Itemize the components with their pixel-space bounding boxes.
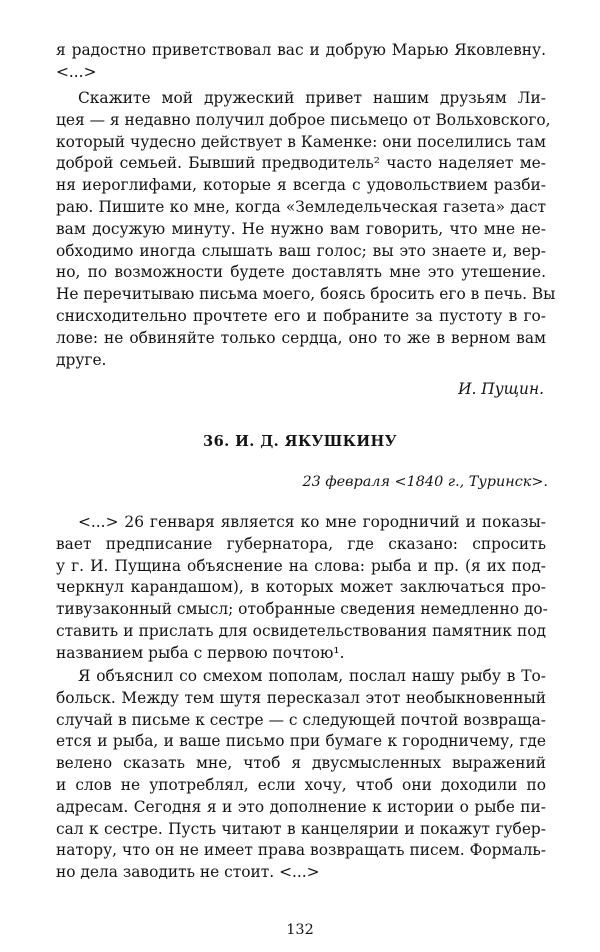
text-line: у г. И. Пущина объяснение на слова: рыба и пр. (я их под- — [56, 556, 546, 575]
text-line: названием рыба с первою почтою¹. — [56, 643, 345, 662]
text-line: Я объяснил со смехом пополам, послал нашу рыбу в То- — [78, 667, 546, 685]
text-line: я радостно приветствовал вас и добрую Марью Яковлевну. — [56, 41, 546, 59]
text-line: ня иероглифами, которые я всегда с удовольствием разби- — [56, 176, 546, 195]
text-line: цея — я недавно получил доброе письмецо от Вольховского, — [56, 110, 551, 129]
text-line: ется и рыба, и ваше письмо при бумаге к городничему, где — [56, 732, 546, 751]
text-line: но дела заводить не стоит. <...> — [56, 863, 320, 882]
text-line: и слов не употреблял, если хочу, чтоб они доходили по — [56, 775, 546, 794]
paragraph-fish-inquiry — [56, 512, 546, 665]
text-line: доброй семьей. Бывший предводитель² часто наделяет ме- — [56, 154, 546, 173]
text-line: <...> — [56, 62, 97, 81]
text-line: лове: не обвиняйте только сердца, оно то же в верном вам — [56, 328, 546, 347]
signature: И. Пущин. — [458, 380, 544, 398]
text-line: Не перечитываю письма моего, боясь бросить его в печь. Вы — [56, 285, 556, 304]
text-line: велено сказать мне, чтоб я двусмысленных выражений — [56, 754, 546, 773]
text-line: <...> 26 генваря является ко мне городничий и показы- — [78, 513, 546, 531]
page-number: 132 — [286, 922, 314, 938]
letter-dateline: 23 февраля <1840 г., Туринск>. — [302, 474, 548, 490]
text-line: обходимо иногда слышать ваш голос; вы это знаете и, вер- — [56, 241, 546, 260]
text-line: тивузаконный смысл; отобранные сведения немедленно до- — [56, 600, 548, 619]
text-line: вам досужую минуту. Не нужно вам говорить, что мне не- — [56, 219, 546, 238]
text-line: случай в письме к сестре — с следующей почтой возвраща- — [56, 710, 546, 729]
text-line: но, по возможности будете доставлять мне это утешение. — [56, 263, 546, 282]
text-line: натору, что он не имеет права возвращать писем. Формаль- — [56, 841, 546, 860]
text-line: Скажите мой дружеский привет нашим друзьям Ли- — [78, 89, 546, 107]
text-line: адресам. Сегодня я и это дополнение к истории о рыбе пи- — [56, 797, 546, 816]
text-line: ставить и прислать для освидетельствования памятник под — [56, 621, 546, 640]
text-line: вает предписание губернатора, где сказано: спросить — [56, 534, 546, 553]
letter-heading: 36. И. Д. ЯКУШКИНУ — [203, 433, 397, 450]
text-line: друге. — [56, 350, 107, 369]
text-line: больск. Между тем шутя пересказал этот необыкновенный — [56, 688, 546, 707]
text-line: который чудесно действует в Каменке: они поселились там — [56, 132, 546, 151]
text-line: снисходительно прочтете его и побраните за пустоту в го- — [56, 306, 546, 325]
paragraph-explanation — [56, 666, 546, 884]
text-line: черкнул карандашом), в которых может заключаться про- — [56, 578, 546, 597]
text-line: раю. Пишите ко мне, когда «Земледельческая газета» даст — [56, 197, 546, 216]
paragraph-continuation — [56, 40, 546, 84]
text-line: сал к сестре. Пусть читают в канцелярии и покажут губер- — [56, 819, 546, 838]
paragraph-greetings — [56, 88, 556, 371]
